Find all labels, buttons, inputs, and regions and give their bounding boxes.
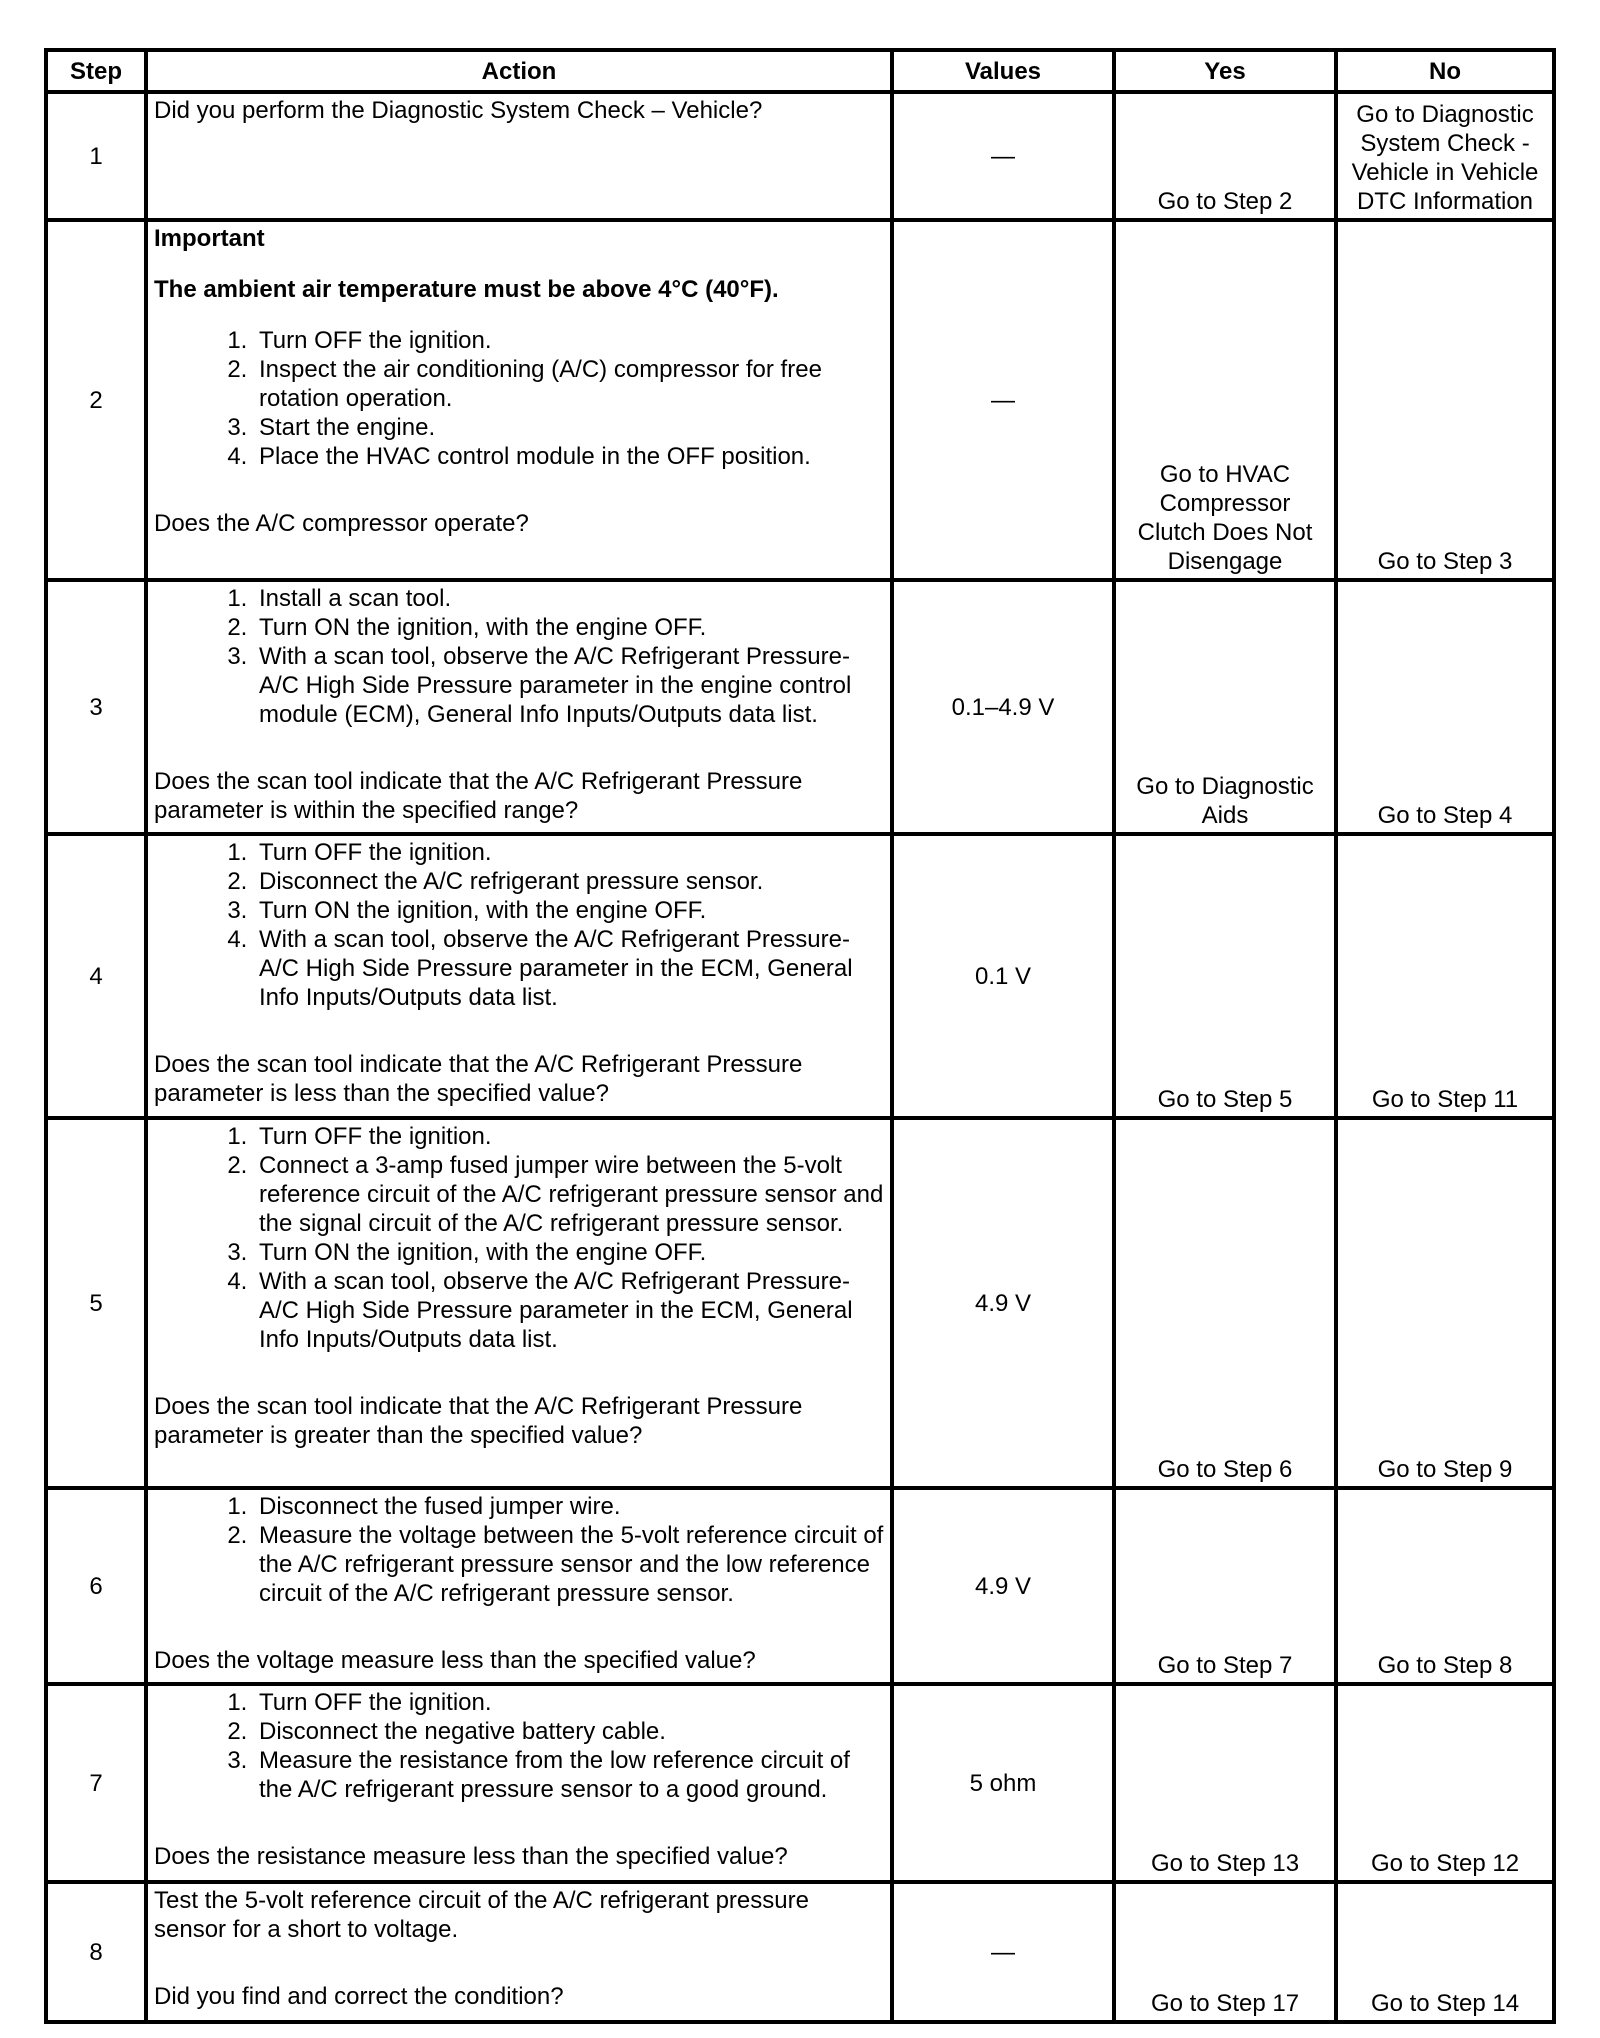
list-item: 2. Connect a 3-amp fused jumper wire between the 5-volt reference circuit of the A/C refrigerant pressure sensor and the signal circuit of the A/C refrigerant pressure sensor. <box>254 1151 884 1238</box>
action-steps <box>154 1688 884 1804</box>
action-steps <box>154 1492 884 1608</box>
action-cell <box>146 834 892 1118</box>
header-step: Step <box>46 50 146 92</box>
value-cell: — <box>892 1882 1114 2022</box>
list-item: 1. Install a scan tool. <box>254 584 884 613</box>
action-cell <box>146 1882 892 2022</box>
header-values: Values <box>892 50 1114 92</box>
yes-cell: Go to Step 2 <box>1114 92 1336 220</box>
value-cell: 0.1–4.9 V <box>892 580 1114 834</box>
list-item: 1. Turn OFF the ignition. <box>254 326 884 355</box>
table-row <box>46 580 1554 834</box>
action-steps <box>154 584 884 729</box>
important-note: The ambient air temperature must be above 4°C (40°F). <box>154 276 779 303</box>
action-cell <box>146 1684 892 1882</box>
list-item: 2. Turn ON the ignition, with the engine OFF. <box>254 613 884 642</box>
list-item: 3. Start the engine. <box>254 413 884 442</box>
diagnostic-table <box>44 48 1556 2024</box>
table-row <box>46 1118 1554 1488</box>
action-question: Did you find and correct the condition? <box>154 1983 564 2010</box>
no-cell: Go to Step 9 <box>1336 1118 1554 1488</box>
table-row <box>46 220 1554 580</box>
action-cell <box>146 580 892 834</box>
list-item: 2. Disconnect the negative battery cable. <box>254 1717 884 1746</box>
action-steps <box>154 1122 884 1354</box>
table-row <box>46 834 1554 1118</box>
table-row <box>46 92 1554 220</box>
yes-cell: Go to HVAC Compressor Clutch Does Not Disengage <box>1114 220 1336 580</box>
action-question: Does the scan tool indicate that the A/C Refrigerant Pressure parameter is within the specified range? <box>154 768 803 824</box>
header-action: Action <box>146 50 892 92</box>
header-row <box>46 50 1554 92</box>
action-question: Did you perform the Diagnostic System Check – Vehicle? <box>154 97 763 124</box>
list-item: 3. Turn ON the ignition, with the engine OFF. <box>254 1238 884 1267</box>
list-item: 2. Inspect the air conditioning (A/C) compressor for free rotation operation. <box>254 355 884 413</box>
important-heading: Important <box>154 225 265 252</box>
no-cell: Go to Step 14 <box>1336 1882 1554 2022</box>
step-number: 8 <box>46 1882 146 2022</box>
list-item: 4. With a scan tool, observe the A/C Refrigerant Pressure-A/C High Side Pressure parameter in the ECM, General Info Inputs/Outputs data list. <box>254 1267 884 1354</box>
action-text: Test the 5-volt reference circuit of the A/C refrigerant pressure sensor for a short to voltage. <box>154 1887 809 1943</box>
list-item: 1. Turn OFF the ignition. <box>254 1688 884 1717</box>
list-item: 3. Measure the resistance from the low reference circuit of the A/C refrigerant pressure sensor to a good ground. <box>254 1746 884 1804</box>
no-cell: Go to Step 11 <box>1336 834 1554 1118</box>
action-question: Does the scan tool indicate that the A/C Refrigerant Pressure parameter is less than the specified value? <box>154 1051 803 1107</box>
table-row <box>46 1882 1554 2022</box>
header-no: No <box>1336 50 1554 92</box>
list-item: 3. With a scan tool, observe the A/C Refrigerant Pressure-A/C High Side Pressure parameter in the engine control module (ECM), General Info Inputs/Outputs data list. <box>254 642 884 729</box>
yes-cell: Go to Step 17 <box>1114 1882 1336 2022</box>
list-item: 3. Turn ON the ignition, with the engine OFF. <box>254 896 884 925</box>
no-cell: Go to Step 4 <box>1336 580 1554 834</box>
value-cell: 5 ohm <box>892 1684 1114 1882</box>
no-cell: Go to Step 12 <box>1336 1684 1554 1882</box>
action-cell <box>146 220 892 580</box>
no-cell: Go to Step 3 <box>1336 220 1554 580</box>
yes-cell: Go to Step 5 <box>1114 834 1336 1118</box>
step-number: 3 <box>46 580 146 834</box>
action-question: Does the A/C compressor operate? <box>154 510 529 537</box>
action-cell <box>146 1488 892 1684</box>
step-number: 4 <box>46 834 146 1118</box>
value-cell: — <box>892 92 1114 220</box>
action-question: Does the scan tool indicate that the A/C Refrigerant Pressure parameter is greater than the specified value? <box>154 1393 803 1449</box>
action-steps <box>154 838 884 1012</box>
header-yes: Yes <box>1114 50 1336 92</box>
list-item: 2. Measure the voltage between the 5-volt reference circuit of the A/C refrigerant pressure sensor and the low reference circuit of the A/C refrigerant pressure sensor. <box>254 1521 884 1608</box>
action-question: Does the voltage measure less than the specified value? <box>154 1647 756 1674</box>
value-cell: 4.9 V <box>892 1118 1114 1488</box>
yes-cell: Go to Step 7 <box>1114 1488 1336 1684</box>
yes-cell: Go to Diagnostic Aids <box>1114 580 1336 834</box>
action-cell <box>146 92 892 220</box>
table-row <box>46 1488 1554 1684</box>
list-item: 1. Turn OFF the ignition. <box>254 838 884 867</box>
table-row <box>46 1684 1554 1882</box>
step-number: 1 <box>46 92 146 220</box>
list-item: 2. Disconnect the A/C refrigerant pressure sensor. <box>254 867 884 896</box>
step-number: 7 <box>46 1684 146 1882</box>
action-question: Does the resistance measure less than the specified value? <box>154 1843 788 1870</box>
value-cell: 0.1 V <box>892 834 1114 1118</box>
value-cell: — <box>892 220 1114 580</box>
yes-cell: Go to Step 13 <box>1114 1684 1336 1882</box>
no-cell: Go to Diagnostic System Check - Vehicle in Vehicle DTC Information <box>1336 92 1554 220</box>
yes-cell: Go to Step 6 <box>1114 1118 1336 1488</box>
value-cell: 4.9 V <box>892 1488 1114 1684</box>
list-item: 4. With a scan tool, observe the A/C Refrigerant Pressure-A/C High Side Pressure parameter in the ECM, General Info Inputs/Outputs data list. <box>254 925 884 1012</box>
step-number: 5 <box>46 1118 146 1488</box>
list-item: 1. Turn OFF the ignition. <box>254 1122 884 1151</box>
no-cell: Go to Step 8 <box>1336 1488 1554 1684</box>
list-item: 1. Disconnect the fused jumper wire. <box>254 1492 884 1521</box>
step-number: 2 <box>46 220 146 580</box>
list-item: 4. Place the HVAC control module in the OFF position. <box>254 442 884 471</box>
action-cell <box>146 1118 892 1488</box>
action-steps <box>154 326 884 471</box>
step-number: 6 <box>46 1488 146 1684</box>
